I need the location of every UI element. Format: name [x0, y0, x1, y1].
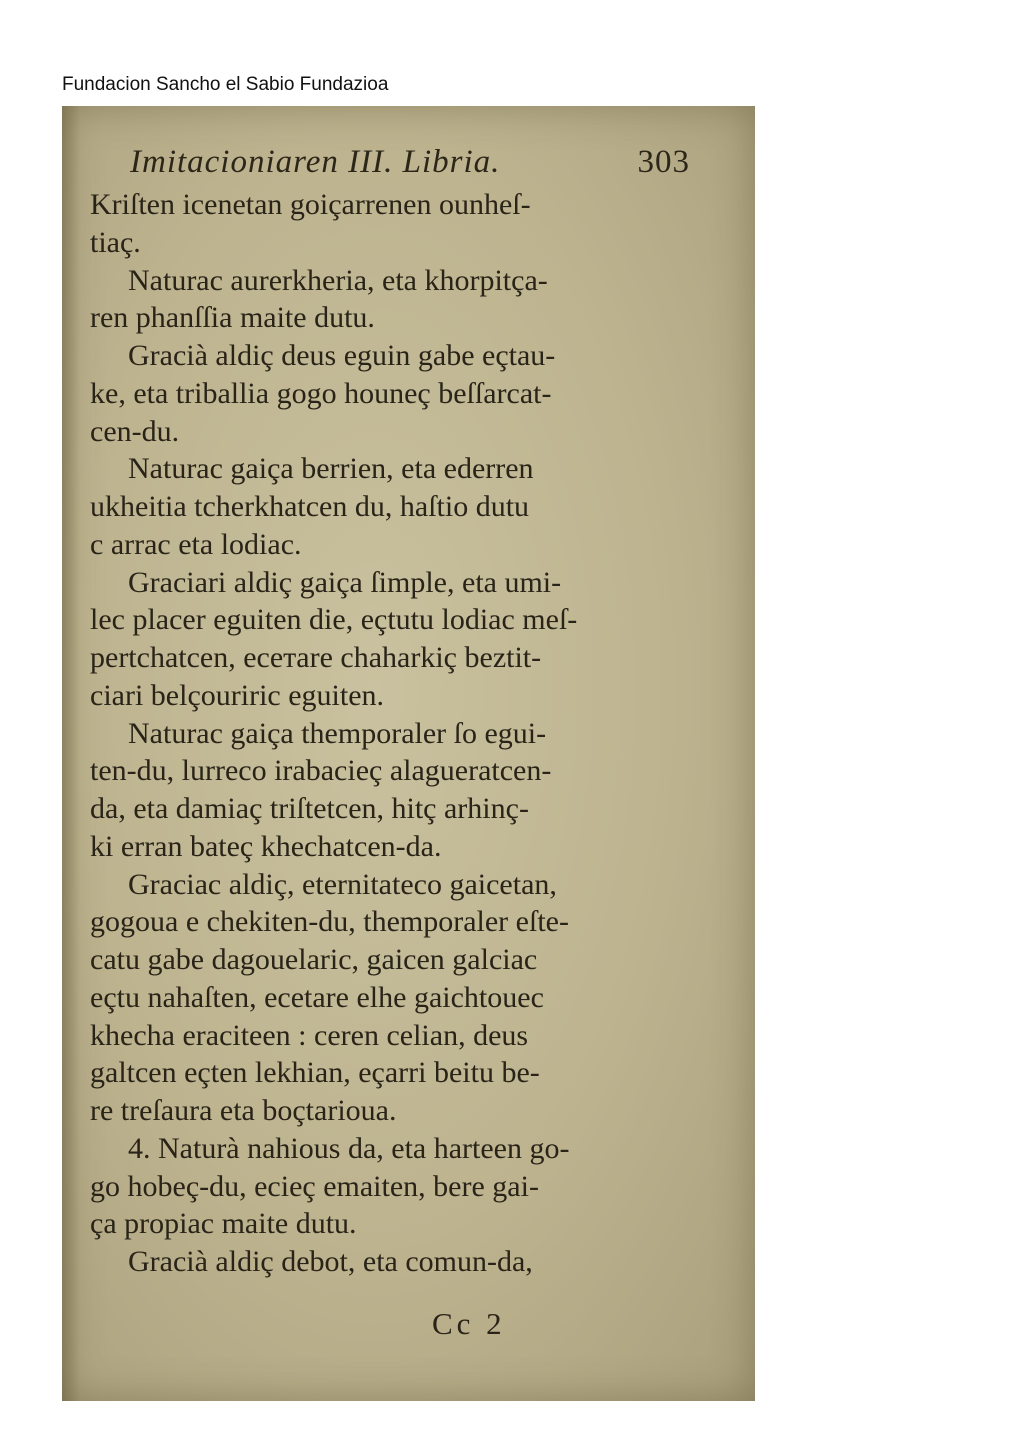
text-line: Gracià aldiç debot, eta comun-da, — [128, 1245, 533, 1278]
signature-mark: Cc 2 — [432, 1306, 506, 1341]
text-line: khechа eraciteen : ceren celian, deus — [90, 1018, 529, 1052]
text-line: tiaç. — [90, 225, 141, 259]
text-line: ukheitia tcherkhatcen du, haſtio dutu — [90, 490, 530, 523]
text-line: go hobeç-du, ecieç emaiten, bere gai- — [90, 1169, 539, 1203]
text-line: Kriſten icenetan goiçarrenen ounheſ- — [90, 188, 531, 221]
text-line: da, eta damiaç triſtetcen, hitç arhinç- — [90, 792, 529, 825]
body-text — [90, 186, 695, 1281]
running-head — [130, 144, 690, 181]
text-line: Naturac gaiça berrien, eta ederren — [128, 452, 534, 486]
text-line: galtcen eçten lekhian, eçarri beitu be- — [90, 1056, 540, 1090]
text-line: Graciac aldiç, eternitateco gaicetan, — [128, 867, 557, 901]
text-line: ten-du, lurreco irabacieç alagueratcen- — [90, 754, 552, 788]
site-header: Fundacion Sancho el Sabio Fundazioa — [62, 74, 389, 95]
text-line: Gracià aldiç deus eguin gabe eçtau- — [128, 339, 556, 372]
text-line: cen-du. — [90, 414, 180, 448]
running-head-title: Imitacioniaren III. Libria. — [130, 144, 501, 180]
text-line: gogoua e chekiten-du, themporaler eſte- — [90, 905, 569, 939]
scanned-page — [62, 106, 755, 1401]
text-line: re treſaura eta boçtarioua. — [90, 1094, 397, 1127]
text-line: ren phanſſia maite dutu. — [90, 301, 375, 335]
text-line: ciari belçouriric eguiten. — [90, 678, 385, 712]
text-line: ça propiac maite dutu. — [90, 1207, 357, 1241]
text-line: Naturac gaiça themporaler ſo egui- — [128, 716, 547, 750]
text-line: eçtu nahaſten, ecetare elhe gaichtouec — [90, 980, 544, 1014]
page-number: 303 — [637, 144, 690, 180]
text-line: catu gabe dagouelaric, gaicen galciac — [90, 943, 538, 976]
text-line: 4. Naturà nahious da, eta harteen go- — [128, 1131, 570, 1165]
text-line: pertchatcen, eceтare chaharkiç beztit- — [90, 641, 542, 674]
text-line: Naturac aurerkheria, eta khorpitça- — [128, 263, 548, 297]
text-line: ki erran bateç khechatcen-da. — [90, 829, 442, 863]
text-line: c arrac eta lodiac. — [90, 527, 302, 561]
text-line: lec placer eguiten die, eçtutu lodiac meſ- — [90, 603, 578, 637]
text-line: ke, eta triballia gogo houneç beſſarcat- — [90, 376, 552, 410]
text-line: Graciari aldiç gaiça ſimple, eta umi- — [128, 565, 562, 599]
